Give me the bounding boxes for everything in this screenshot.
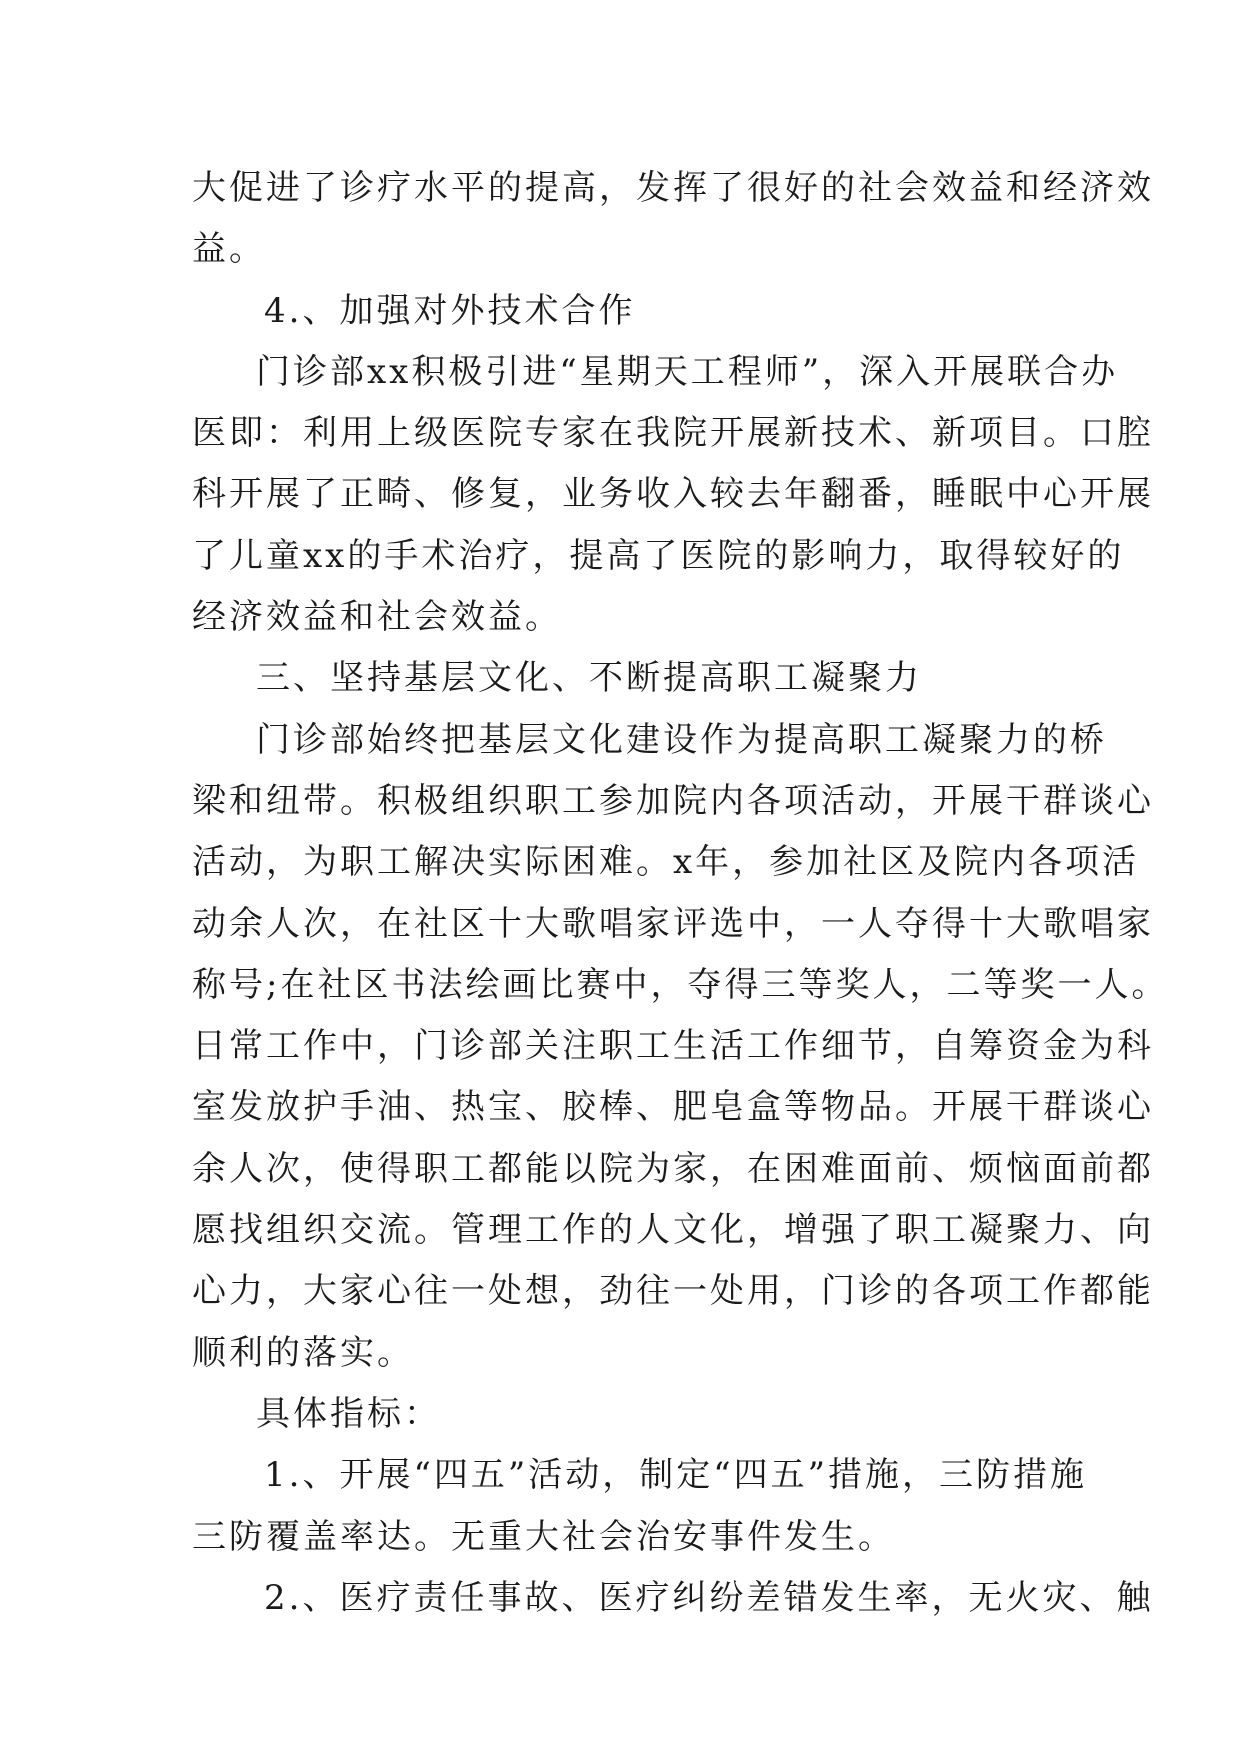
- paragraph-line: 愿找组织交流。管理工作的人文化，增强了职工凝聚力、向: [192, 1210, 1154, 1251]
- paragraph-line: 称号;在社区书法绘画比赛中，夺得三等奖人，二等奖一人。: [192, 964, 1169, 1005]
- paragraph-line: 益。: [192, 229, 266, 270]
- paragraph-line: 日常工作中，门诊部关注职工生活工作细节，自筹资金为科: [192, 1026, 1154, 1067]
- list-item: 2.、医疗责任事故、医疗纠纷差错发生率，无火灾、触: [264, 1577, 1154, 1618]
- paragraph-line: 医即：利用上级医院专家在我院开展新技术、新项目。口腔: [192, 413, 1154, 454]
- paragraph-line: 余人次，使得职工都能以院为家，在困难面前、烦恼面前都: [192, 1148, 1154, 1189]
- paragraph-line: 顺利的落实。: [192, 1332, 414, 1373]
- paragraph-line: 了儿童xx的手术治疗，提高了医院的影响力，取得较好的: [192, 535, 1125, 576]
- paragraph-line: 活动，为职工解决实际困难。x年，参加社区及院内各项活: [192, 842, 1140, 883]
- paragraph-line: 科开展了正畸、修复，业务收入较去年翻番，睡眠中心开展: [192, 474, 1154, 515]
- paragraph-line: 梁和纽带。积极组织职工参加院内各项活动，开展干群谈心: [192, 780, 1154, 821]
- section-heading: 具体指标：: [256, 1393, 441, 1434]
- section-heading: 三、坚持基层文化、不断提高职工凝聚力: [256, 658, 922, 699]
- paragraph-line: 动余人次，在社区十大歌唱家评选中，一人夺得十大歌唱家: [192, 903, 1154, 944]
- section-heading: 4.、加强对外技术合作: [264, 290, 636, 331]
- paragraph-line: 三防覆盖率达。无重大社会治安事件发生。: [192, 1516, 895, 1557]
- paragraph-line: 门诊部始终把基层文化建设作为提高职工凝聚力的桥: [256, 719, 1107, 760]
- list-item: 1.、开展“四五”活动，制定“四五”措施，三防措施: [264, 1455, 1087, 1496]
- document-body: [192, 158, 1169, 1629]
- paragraph-line: 经济效益和社会效益。: [192, 597, 562, 638]
- paragraph-line: 室发放护手油、热宝、胶棒、肥皂盒等物品。开展干群谈心: [192, 1087, 1154, 1128]
- paragraph-line: 心力，大家心往一处想，劲往一处用，门诊的各项工作都能: [192, 1271, 1154, 1312]
- paragraph-line: 大促进了诊疗水平的提高，发挥了很好的社会效益和经济效: [192, 168, 1154, 208]
- paragraph-line: 门诊部xx积极引进“星期天工程师”，深入开展联合办: [256, 351, 1119, 392]
